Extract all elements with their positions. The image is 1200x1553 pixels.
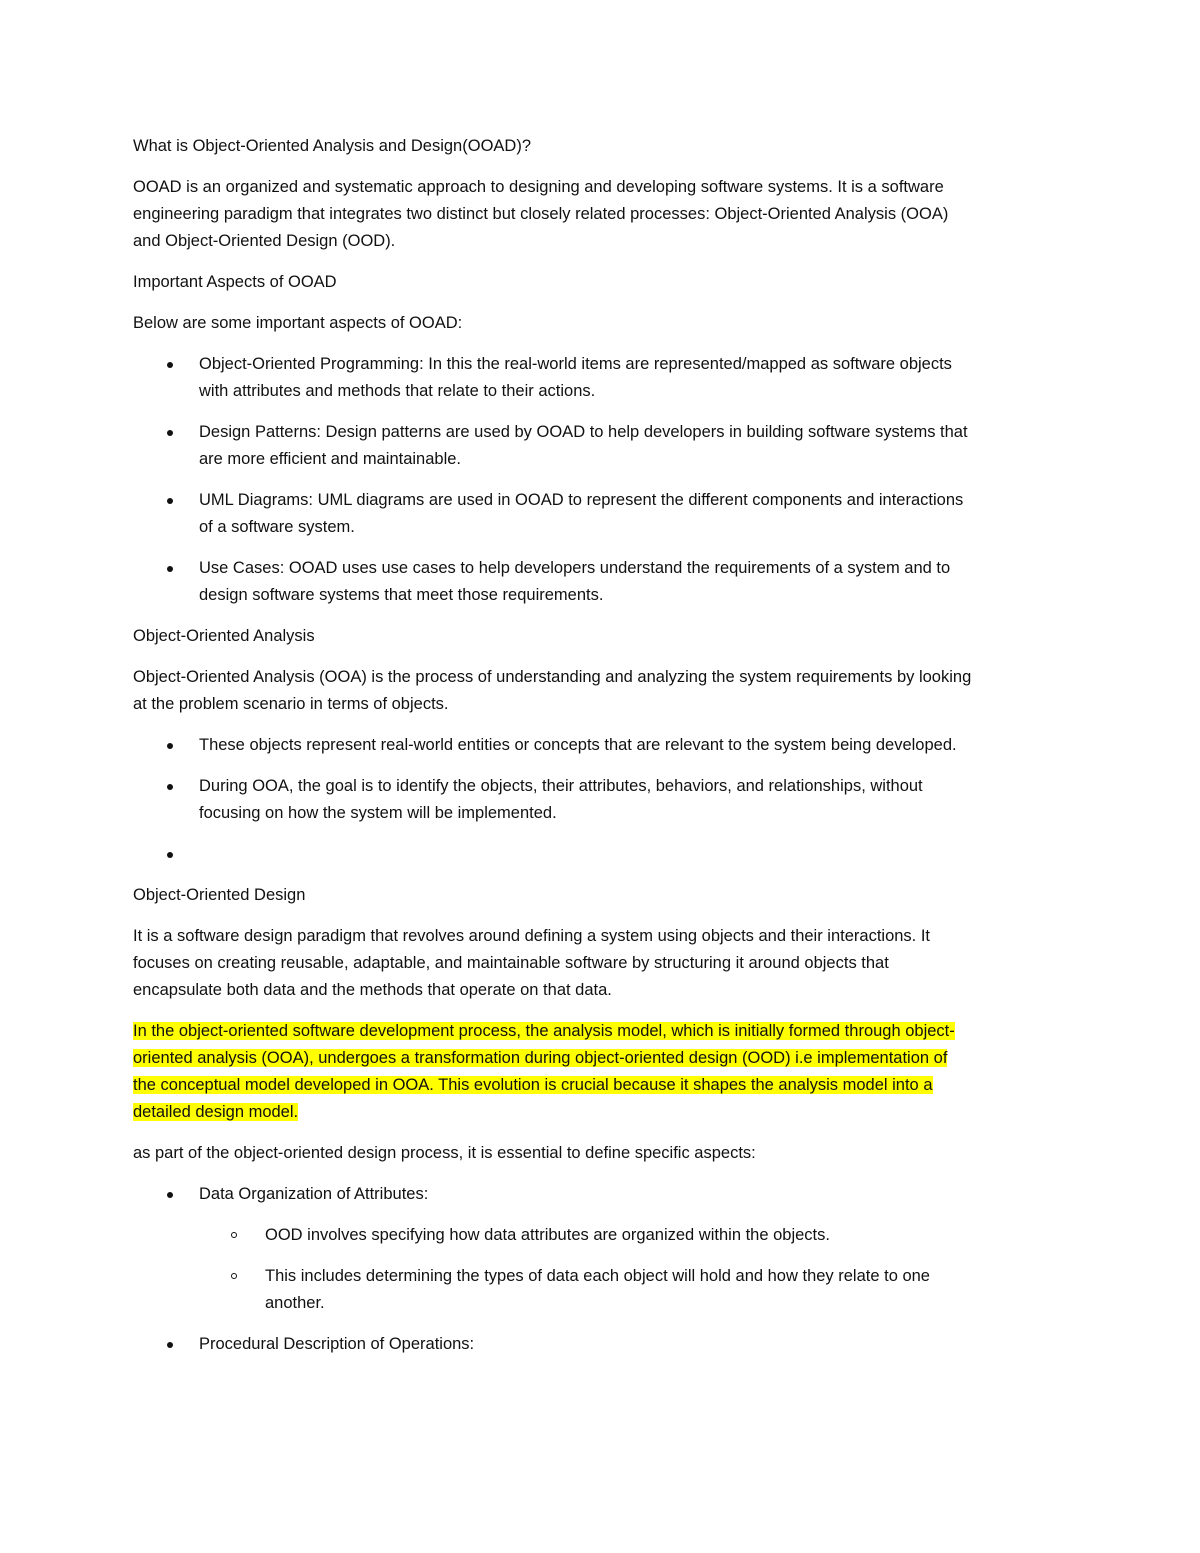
list-item xyxy=(199,1181,973,1317)
list-item: Design Patterns: Design patterns are used by OOAD to help developers in building software systems that are more efficient and maintainable. xyxy=(199,419,973,473)
list-item: Use Cases: OOAD uses use cases to help developers understand the requirements of a system and to design software systems that meet those requirements. xyxy=(199,555,973,609)
document-title: What is Object-Oriented Analysis and Design(OOAD)? xyxy=(133,137,531,155)
sub-list-item: This includes determining the types of data each object will hold and how they relate to one another. xyxy=(265,1263,973,1317)
ooa-heading: Object-Oriented Analysis xyxy=(133,627,315,645)
list-item xyxy=(199,1331,973,1358)
list-item-label: Procedural Description of Operations: xyxy=(199,1335,475,1353)
list-item: UML Diagrams: UML diagrams are used in OOAD to represent the different components and interactions of a software system. xyxy=(199,487,973,541)
highlighted-paragraph xyxy=(133,1018,973,1126)
list-item: Object-Oriented Programming: In this the real-world items are represented/mapped as software objects with attributes and methods that relate to their actions. xyxy=(199,351,973,405)
ooa-paragraph: Object-Oriented Analysis (OOA) is the process of understanding and analyzing the system requirements by looking at the problem scenario in terms of objects. xyxy=(133,668,972,713)
design-aspects-intro: as part of the object-oriented design process, it is essential to define specific aspects: xyxy=(133,1144,756,1162)
sub-list xyxy=(199,1222,973,1317)
list-item: These objects represent real-world entities or concepts that are relevant to the system being developed. xyxy=(199,732,973,759)
aspects-intro: Below are some important aspects of OOAD: xyxy=(133,314,463,332)
design-aspects-list xyxy=(133,1181,973,1358)
ooa-list xyxy=(133,732,973,868)
ood-heading: Object-Oriented Design xyxy=(133,886,306,904)
list-item: During OOA, the goal is to identify the objects, their attributes, behaviors, and relationships, without focusing on how the system will be implemented. xyxy=(199,773,973,827)
document-page xyxy=(133,133,973,1372)
aspects-heading: Important Aspects of OOAD xyxy=(133,273,337,291)
list-item-label: Data Organization of Attributes: xyxy=(199,1185,429,1203)
ood-paragraph: It is a software design paradigm that revolves around defining a system using objects and their interactions. It focuses on creating reusable, adaptable, and maintainable software by structuring it around objects that encapsulate both data and the methods that operate on that data. xyxy=(133,927,931,999)
intro-paragraph: OOAD is an organized and systematic approach to designing and developing software systems. It is a software engineering paradigm that integrates two distinct but closely related processes: Object-Oriented Analysis (OOA) and Object-Oriented Design (OOD). xyxy=(133,178,949,250)
sub-list-item: OOD involves specifying how data attributes are organized within the objects. xyxy=(265,1222,973,1249)
highlighted-text: In the object-oriented software development process, the analysis model, which is initially formed through object-oriented analysis (OOA), undergoes a transformation during object-oriented design (OOD) i.e implementation of the conceptual model developed in OOA. This evolution is crucial because it shapes the analysis model into a detailed design model. xyxy=(133,1022,955,1121)
empty-list-item xyxy=(199,841,973,868)
aspects-list xyxy=(133,351,973,609)
